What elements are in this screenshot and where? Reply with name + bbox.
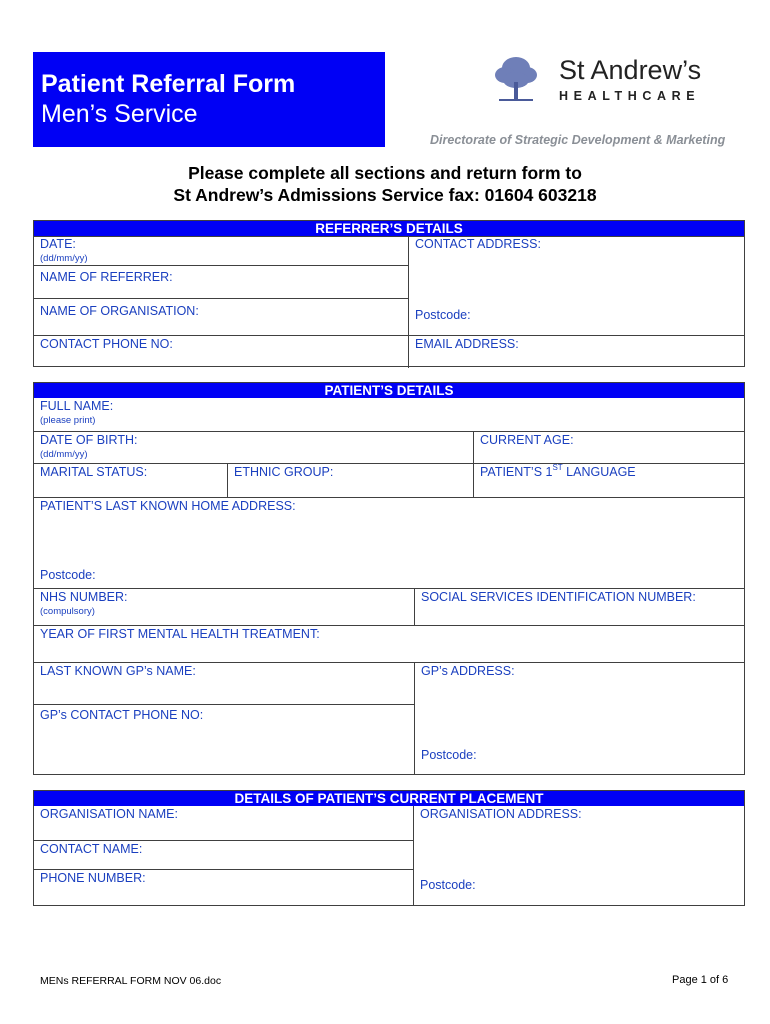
marital-status-cell[interactable]: [34, 464, 227, 498]
instructions-line-1: Please complete all sections and return form to: [188, 163, 582, 183]
name-of-referrer-label[interactable]: NAME OF REFERRER:: [40, 270, 173, 284]
phone-number-label[interactable]: PHONE NUMBER:: [40, 871, 146, 885]
language-label: PATIENT’S 1ST LANGUAGE: [480, 463, 636, 479]
placement-left-column: [34, 806, 413, 905]
current-age-cell[interactable]: [473, 432, 744, 464]
contact-name-label[interactable]: CONTACT NAME:: [40, 842, 143, 856]
organisation-name-label[interactable]: ORGANISATION NAME:: [40, 807, 178, 821]
placement-heading: DETAILS OF PATIENT’S CURRENT PLACEMENT: [34, 791, 744, 806]
name-of-organisation-label[interactable]: NAME OF ORGANISATION:: [40, 304, 199, 318]
first-treatment-label: YEAR OF FIRST MENTAL HEALTH TREATMENT:: [40, 627, 320, 641]
placement-right-column[interactable]: [413, 806, 744, 905]
contact-phone-label[interactable]: CONTACT PHONE NO:: [40, 337, 173, 351]
footer-page-number: Page 1 of 6: [672, 974, 729, 986]
language-cell[interactable]: [473, 464, 744, 498]
full-name-row[interactable]: [34, 398, 744, 431]
date-label: DATE:: [40, 237, 76, 251]
current-age-label: CURRENT AGE:: [480, 433, 574, 447]
form-title: Patient Referral Form: [41, 70, 296, 98]
placement-section: [33, 790, 745, 906]
referrer-postcode-label[interactable]: Postcode:: [415, 308, 471, 322]
ethnic-group-label: ETHNIC GROUP:: [234, 465, 334, 479]
nhs-number-note: (compulsory): [40, 606, 95, 617]
directorate-text: Directorate of Strategic Development & Marketing: [430, 133, 726, 147]
gp-postcode-label: Postcode:: [421, 748, 477, 762]
gp-phone-label[interactable]: GP’s CONTACT PHONE NO:: [40, 708, 204, 722]
gp-left-cell: [34, 663, 414, 775]
form-subtitle: Men’s Service: [41, 100, 198, 128]
tree-logo-icon: [493, 54, 539, 104]
referrer-left-column: [34, 236, 408, 368]
home-address-row[interactable]: [34, 497, 744, 589]
dob-format-note: (dd/mm/yy): [40, 449, 88, 460]
gp-name-label[interactable]: LAST KNOWN GP’s NAME:: [40, 664, 196, 678]
nhs-number-cell[interactable]: [34, 589, 414, 626]
gp-address-cell[interactable]: [414, 663, 744, 775]
form-title-box: [33, 52, 385, 147]
social-services-id-cell[interactable]: [414, 589, 744, 626]
home-address-label: PATIENT’S LAST KNOWN HOME ADDRESS:: [40, 499, 296, 513]
brand-name: St Andrew’s: [559, 55, 702, 85]
dob-label: DATE OF BIRTH:: [40, 433, 138, 447]
placement-postcode-label: Postcode:: [420, 878, 476, 892]
patient-section: [33, 382, 745, 775]
dob-row: [34, 431, 744, 464]
dob-cell[interactable]: [34, 432, 473, 464]
referrer-heading: REFERRER’S DETAILS: [34, 221, 744, 236]
marital-row: [34, 463, 744, 498]
patient-heading: PATIENT’S DETAILS: [34, 383, 744, 398]
contact-address-label[interactable]: CONTACT ADDRESS:: [415, 237, 541, 251]
instructions-line-2: St Andrew’s Admissions Service fax: 01604 603218: [173, 185, 597, 205]
brand: [559, 55, 701, 105]
nhs-row: [34, 588, 744, 626]
referrer-right-column: [408, 236, 744, 368]
gp-address-label: GP’s ADDRESS:: [421, 664, 515, 678]
referrer-section: [33, 220, 745, 367]
gp-row: [34, 662, 744, 775]
footer-filename: MENs REFERRAL FORM NOV 06.doc: [40, 975, 222, 987]
social-services-id-label: SOCIAL SERVICES IDENTIFICATION NUMBER:: [421, 590, 696, 604]
full-name-label: FULL NAME:: [40, 399, 114, 413]
nhs-number-label: NHS NUMBER:: [40, 590, 128, 604]
email-address-label[interactable]: EMAIL ADDRESS:: [415, 337, 519, 351]
marital-status-label: MARITAL STATUS:: [40, 465, 148, 479]
date-format-note: (dd/mm/yy): [40, 253, 88, 264]
ethnic-group-cell[interactable]: [227, 464, 473, 498]
organisation-address-label: ORGANISATION ADDRESS:: [420, 807, 582, 821]
full-name-note: (please print): [40, 415, 96, 426]
first-treatment-row[interactable]: [34, 625, 744, 663]
brand-subtitle: HEALTHCARE: [559, 89, 701, 103]
home-postcode-label: Postcode:: [40, 568, 96, 582]
